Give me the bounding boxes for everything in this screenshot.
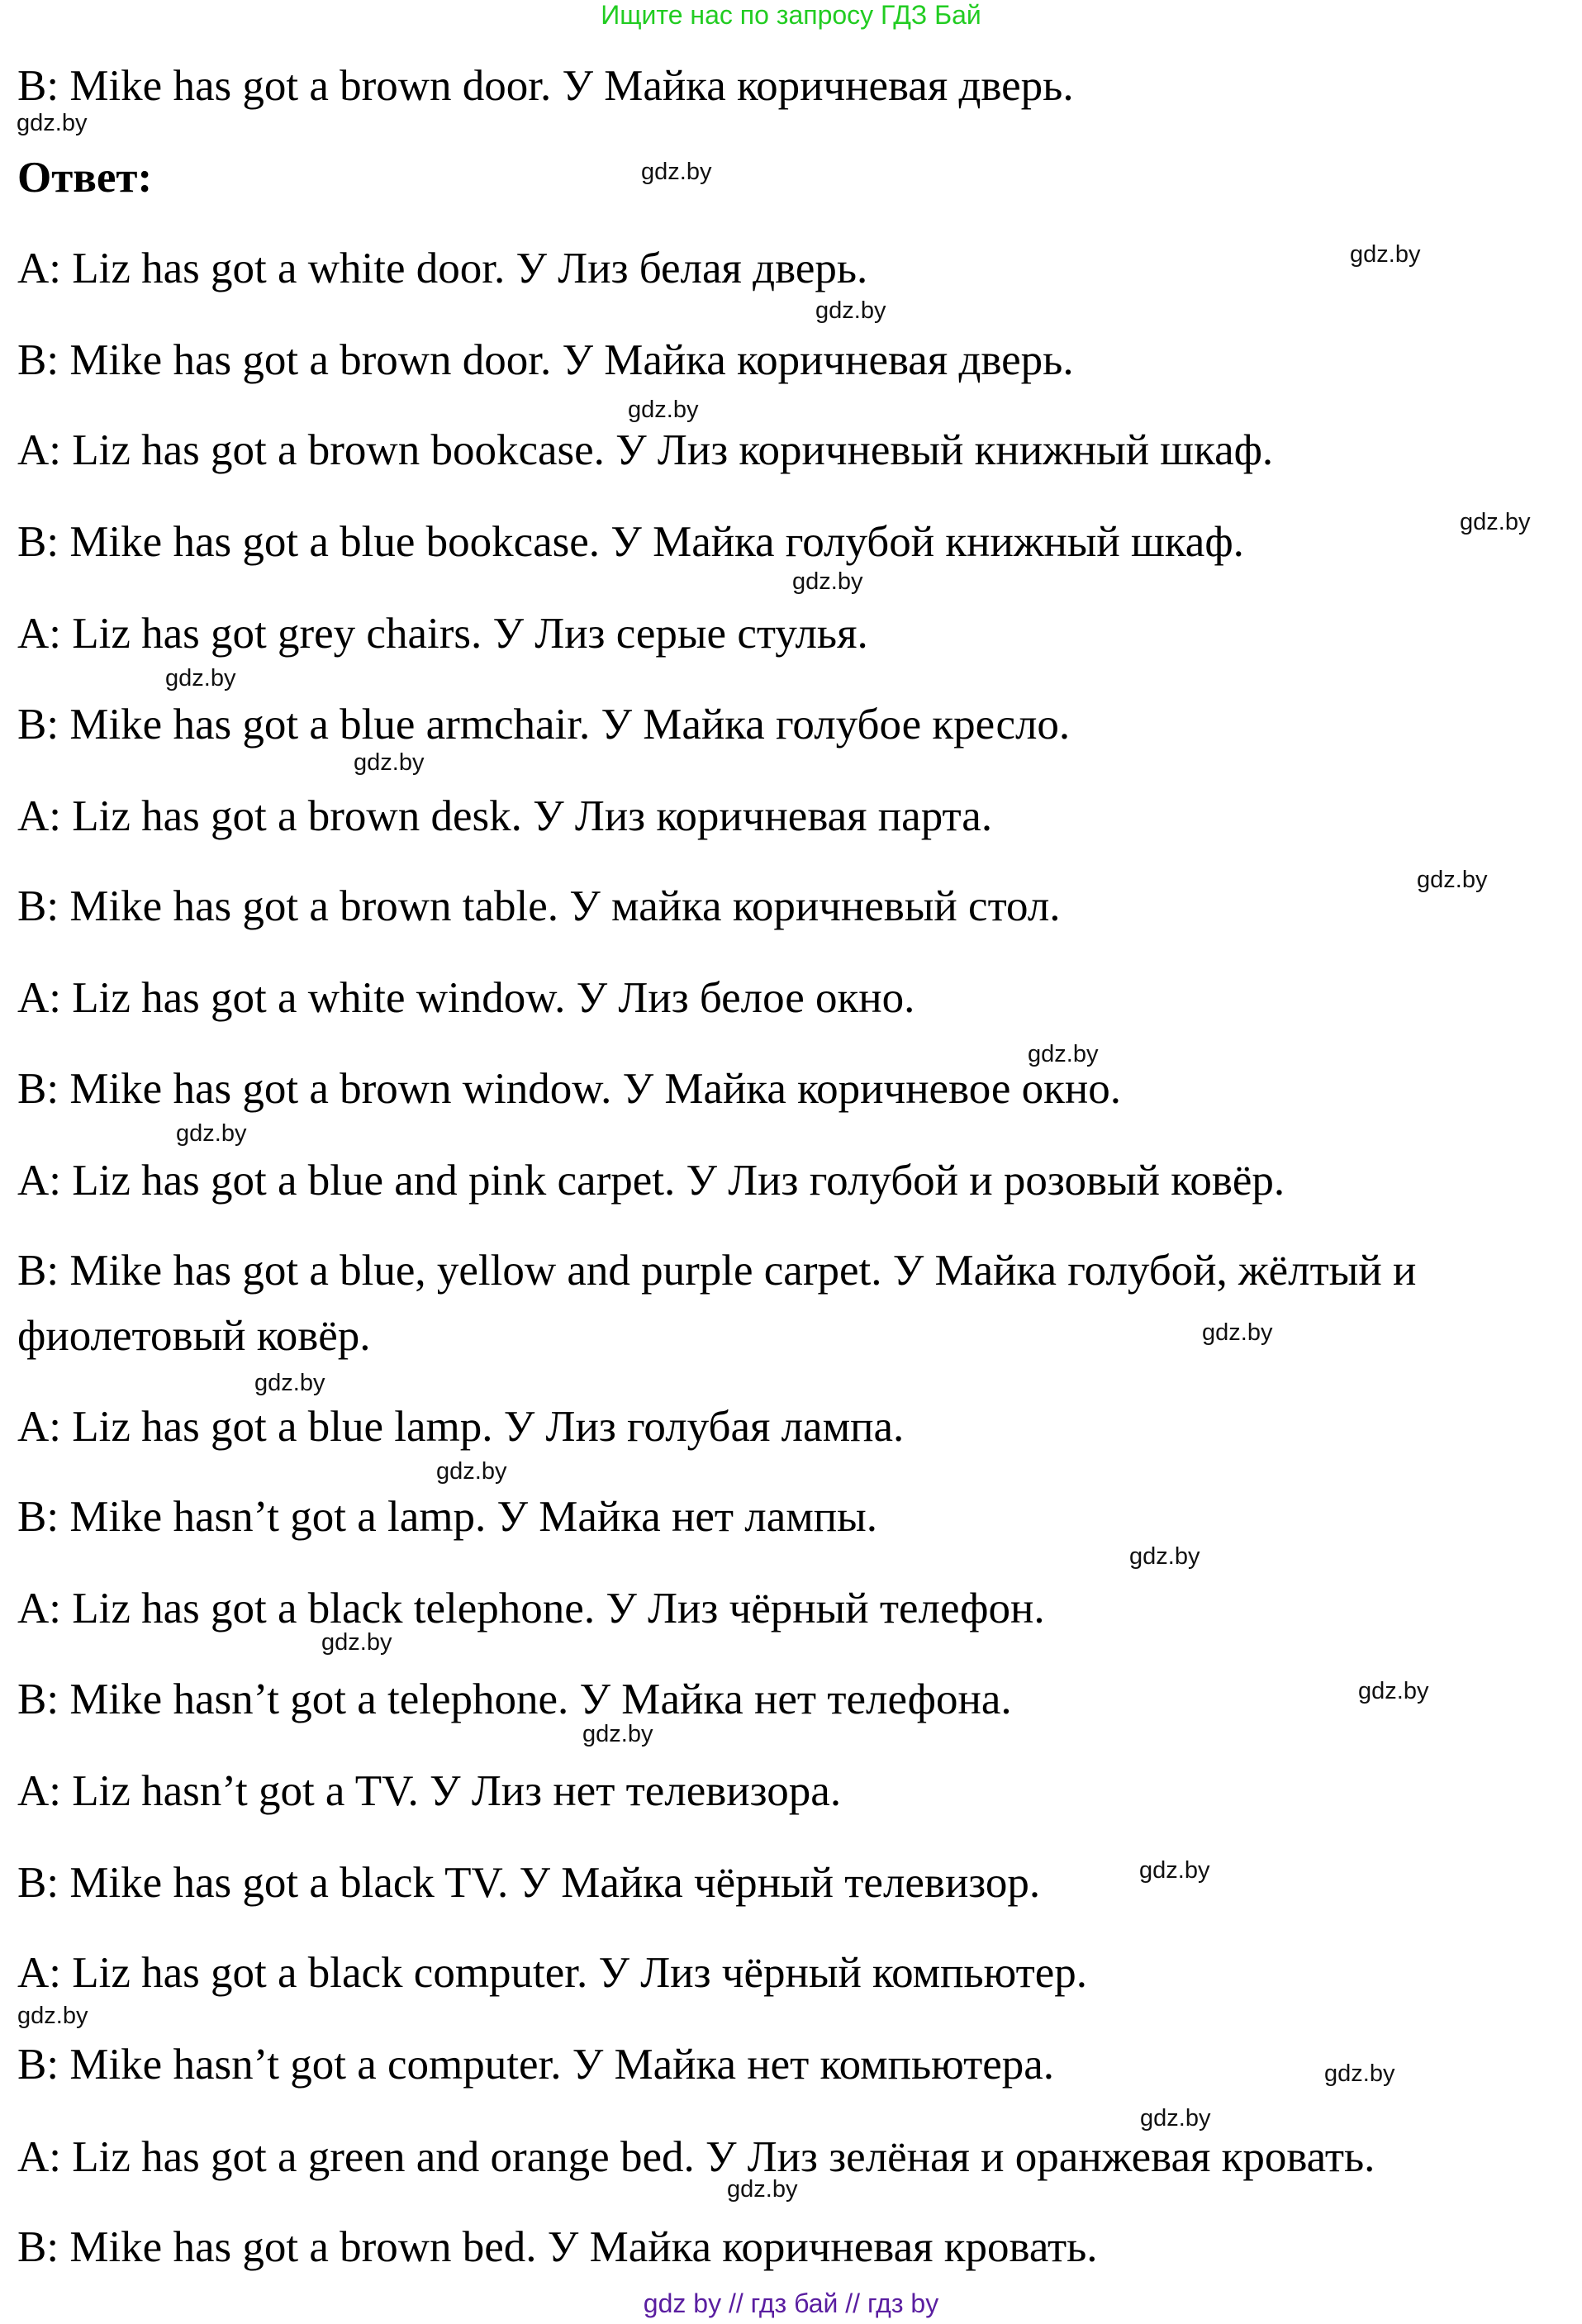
watermark: gdz.by bbox=[1350, 241, 1421, 268]
site-banner: Ищите нас по запросу ГДЗ Бай bbox=[601, 0, 981, 30]
intro-line: B: Mike has got a brown door. У Майка коричневая дверь. bbox=[17, 62, 1074, 110]
watermark: gdz.by bbox=[815, 297, 886, 324]
watermark: gdz.by bbox=[1358, 1678, 1429, 1704]
watermark: gdz.by bbox=[727, 2176, 798, 2203]
dialogue-line: B: Mike hasn’t got a telephone. У Майка нет телефона. bbox=[17, 1675, 1012, 1723]
watermark: gdz.by bbox=[176, 1120, 247, 1147]
watermark: gdz.by bbox=[17, 110, 88, 136]
watermark: gdz.by bbox=[641, 159, 712, 185]
answer-heading: Ответ: bbox=[17, 154, 153, 202]
dialogue-line: A: Liz hasn’t got a TV. У Лиз нет телевизора. bbox=[17, 1767, 842, 1815]
watermark: gdz.by bbox=[1202, 1319, 1273, 1346]
watermark: gdz.by bbox=[1129, 1543, 1200, 1570]
site-footer: gdz by // гдз бай // гдз by bbox=[643, 2288, 939, 2318]
dialogue-line: A: Liz has got a black computer. У Лиз чёрный компьютер. bbox=[17, 1949, 1088, 1997]
dialogue-line: B: Mike has got a brown window. У Майка коричневое окно. bbox=[17, 1065, 1122, 1113]
dialogue-line: A: Liz has got a green and orange bed. У Лиз зелёная и оранжевая кровать. bbox=[17, 2133, 1375, 2181]
dialogue-line: A: Liz has got grey chairs. У Лиз серые стулья. bbox=[17, 610, 868, 658]
watermark: gdz.by bbox=[792, 568, 863, 595]
dialogue-line: B: Mike has got a brown door. У Майка коричневая дверь. bbox=[17, 336, 1074, 384]
watermark: gdz.by bbox=[17, 2003, 88, 2029]
watermark: gdz.by bbox=[254, 1370, 325, 1396]
watermark: gdz.by bbox=[165, 665, 236, 691]
watermark: gdz.by bbox=[1028, 1041, 1099, 1067]
watermark: gdz.by bbox=[628, 397, 699, 423]
dialogue-line: B: Mike has got a black TV. У Майка чёрный телевизор. bbox=[17, 1859, 1041, 1907]
watermark: gdz.by bbox=[1460, 509, 1531, 535]
watermark: gdz.by bbox=[436, 1458, 507, 1485]
watermark: gdz.by bbox=[582, 1721, 653, 1747]
dialogue-line: B: Mike has got a blue, yellow and purple carpet. У Майка голубой, жёлтый и bbox=[17, 1247, 1417, 1295]
dialogue-line: B: Mike has got a brown bed. У Майка коричневая кровать. bbox=[17, 2223, 1098, 2271]
dialogue-line: A: Liz has got a black telephone. У Лиз чёрный телефон. bbox=[17, 1585, 1045, 1633]
dialogue-line: A: Liz has got a brown desk. У Лиз коричневая парта. bbox=[17, 792, 993, 840]
watermark: gdz.by bbox=[1417, 867, 1488, 893]
dialogue-line: B: Mike has got a brown table. У майка коричневый стол. bbox=[17, 882, 1061, 930]
dialogue-line: B: Mike hasn’t got a lamp. У Майка нет лампы. bbox=[17, 1493, 878, 1541]
dialogue-line: A: Liz has got a white window. У Лиз белое окно. bbox=[17, 974, 915, 1022]
watermark: gdz.by bbox=[321, 1629, 392, 1656]
watermark: gdz.by bbox=[1139, 1857, 1210, 1884]
dialogue-line: A: Liz has got a brown bookcase. У Лиз коричневый книжный шкаф. bbox=[17, 426, 1274, 474]
dialogue-line: B: Mike has got a blue armchair. У Майка голубое кресло. bbox=[17, 701, 1071, 749]
watermark: gdz.by bbox=[354, 749, 425, 776]
dialogue-line: A: Liz has got a blue and pink carpet. У Лиз голубой и розовый ковёр. bbox=[17, 1157, 1285, 1205]
dialogue-line: B: Mike has got a blue bookcase. У Майка голубой книжный шкаф. bbox=[17, 518, 1244, 566]
watermark: gdz.by bbox=[1140, 2105, 1211, 2132]
dialogue-line: B: Mike hasn’t got a computer. У Майка нет компьютера. bbox=[17, 2041, 1055, 2089]
dialogue-line-continued: фиолетовый ковёр. bbox=[17, 1312, 371, 1360]
watermark: gdz.by bbox=[1324, 2060, 1395, 2087]
dialogue-line: A: Liz has got a white door. У Лиз белая дверь. bbox=[17, 245, 868, 292]
dialogue-line: A: Liz has got a blue lamp. У Лиз голубая лампа. bbox=[17, 1403, 905, 1451]
